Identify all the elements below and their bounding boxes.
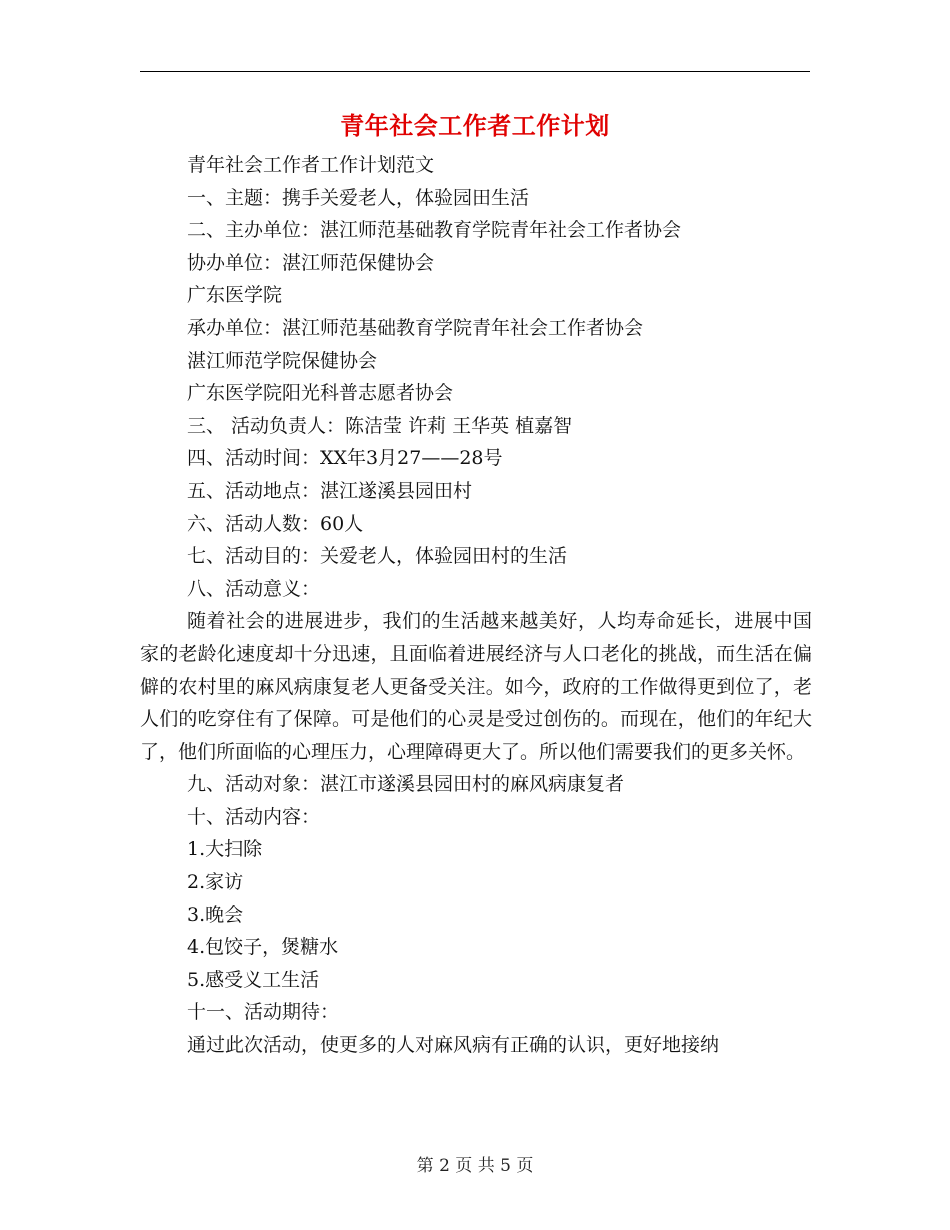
purpose-line: 七、活动目的：关爱老人，体验园田村的生活 (187, 545, 568, 568)
expectation-heading: 十一、活动期待： (187, 1001, 340, 1024)
content-heading: 十、活动内容： (187, 805, 321, 828)
undertaker-line-2: 湛江师范学院保健协会 (187, 349, 378, 372)
expectation-text: 通过此次活动，使更多的人对麻风病有正确的认识，更好地接纳 (187, 1034, 720, 1057)
co-organizer-line: 协办单位：湛江师范保健协会 (187, 251, 435, 274)
content-item: 5.感受义工生活 (187, 968, 320, 991)
time-line: 四、活动时间：XX年3月27——28号 (187, 447, 503, 470)
target-line: 九、活动对象：湛江市遂溪县园田村的麻风病康复者 (187, 773, 625, 796)
organizer-line: 二、主办单位：湛江师范基础教育学院青年社会工作者协会 (187, 219, 682, 242)
content-item: 4.包饺子，煲糖水 (187, 936, 339, 959)
content-item: 3.晚会 (187, 903, 244, 926)
content-item: 1.大扫除 (187, 838, 263, 861)
theme-line: 一、主题：携手关爱老人，体验园田生活 (187, 186, 530, 209)
header-rule (140, 71, 810, 72)
leaders-line: 三、 活动负责人：陈洁莹 许莉 王华英 植嘉智 (187, 414, 573, 437)
headcount-line: 六、活动人数：60人 (187, 512, 364, 535)
location-line: 五、活动地点：湛江遂溪县园田村 (187, 479, 473, 502)
undertaker-line: 承办单位：湛江师范基础教育学院青年社会工作者协会 (187, 316, 644, 339)
page-indicator: 第 2 页 共 5 页 (416, 1156, 534, 1176)
content-item: 2.家访 (187, 871, 244, 894)
significance-paragraph: 随着社会的进展进步，我们的生活越来越美好，人均寿命延长，进展中国家的老龄化速度却十分迅速，且面临着进展经济与人口老化的挑战，而生活在偏僻的农村里的麻风病康复老人更备受关注。如今，政府的工作做得更到位了，老人们的吃穿住有了保障。可是他们的心灵是受过创伤的。而现在，他们的年纪大了，他们所面临的心理压力，心理障碍更大了。所以他们需要我们的更多关怀。 (140, 610, 812, 763)
significance-heading: 八、活动意义： (187, 577, 321, 600)
co-organizer-line-2: 广东医学院 (187, 284, 283, 307)
document-body (140, 149, 812, 1062)
subtitle-line: 青年社会工作者工作计划范文 (187, 154, 435, 176)
undertaker-line-3: 广东医学院阳光科普志愿者协会 (187, 382, 454, 405)
document-title: 青年社会工作者工作计划 (340, 111, 610, 140)
